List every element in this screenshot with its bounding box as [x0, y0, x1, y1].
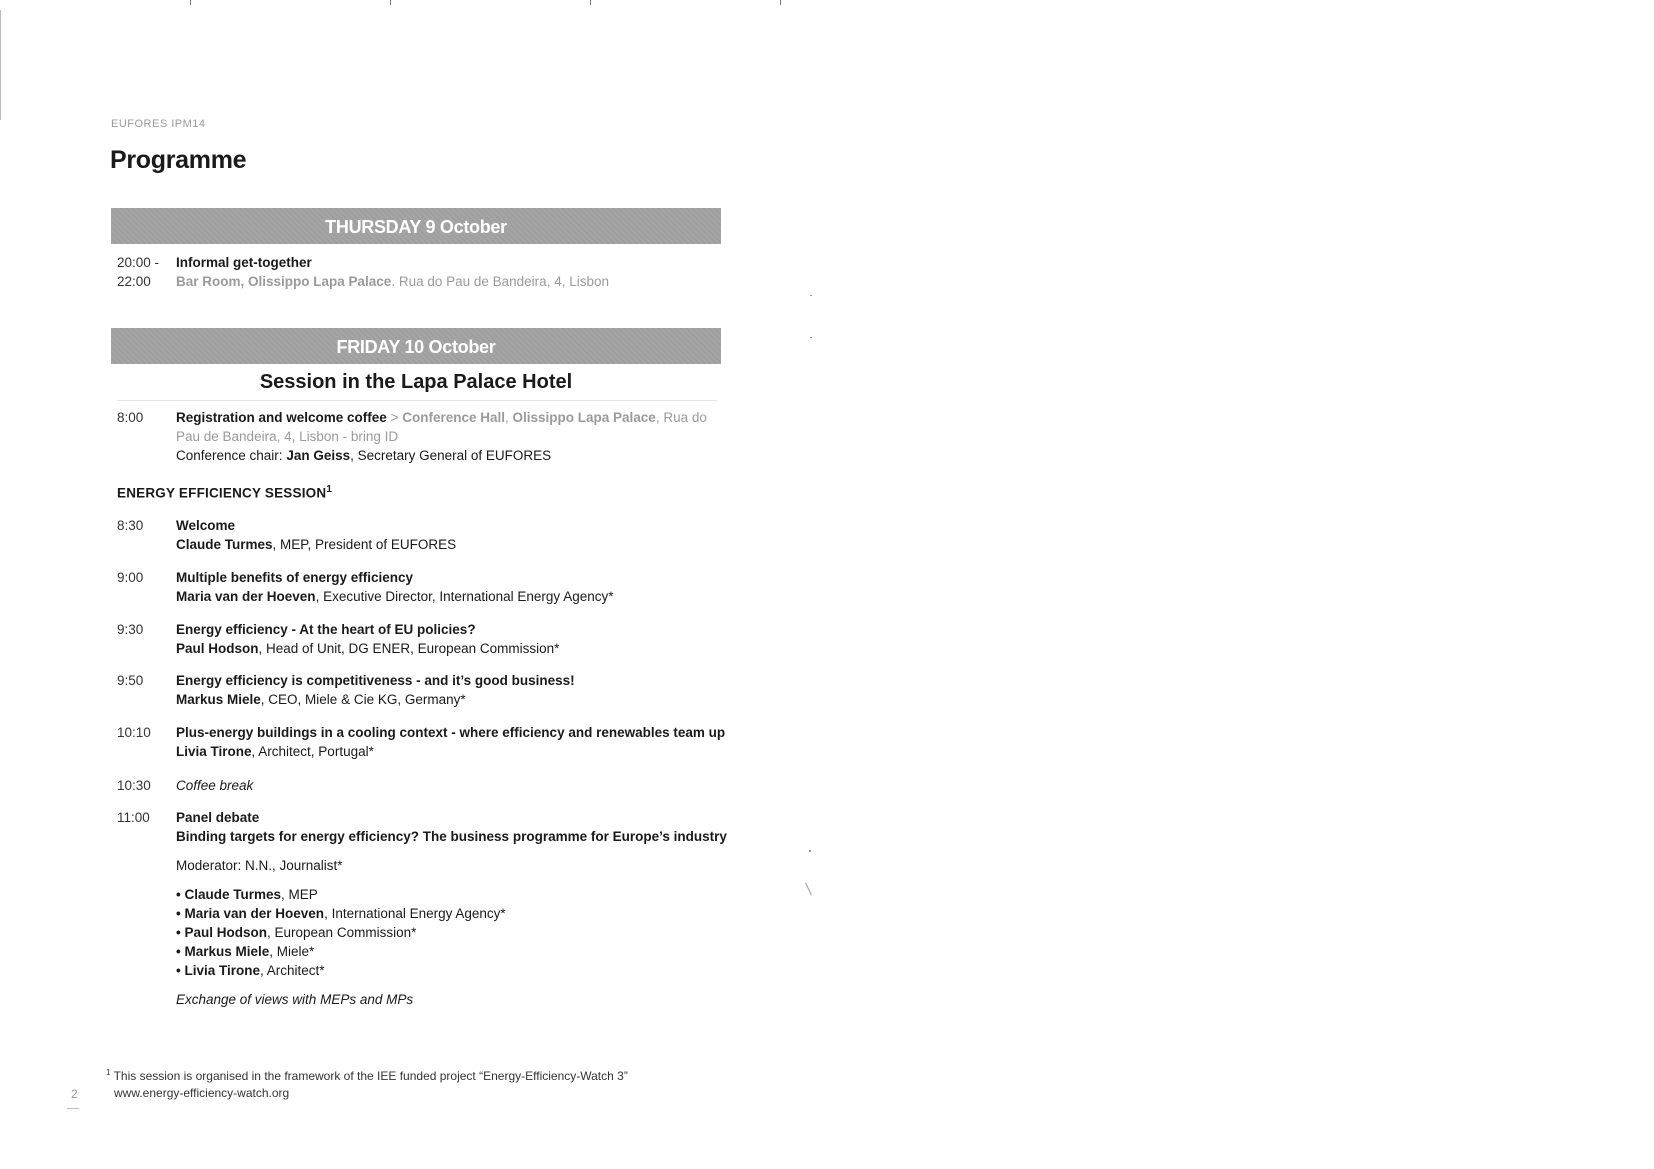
venue-name: Bar Room, Olissippo Lapa Palace — [176, 274, 392, 289]
speaker-name: Maria van der Hoeven — [176, 589, 316, 604]
agenda-content — [176, 253, 736, 291]
bullet: • — [176, 887, 181, 902]
speaker-name: Claude Turmes — [176, 537, 273, 552]
speaker-role: , Head of Unit, DG ENER, European Commission* — [258, 641, 560, 656]
panel-subtitle: Binding targets for energy efficiency? The business programme for Europe’s industry — [176, 829, 727, 844]
panelist-role: , Architect* — [260, 963, 325, 978]
footnote-marker: 1 — [106, 1068, 111, 1077]
event-label: EUFORES IPM14 — [111, 118, 206, 130]
bullet: • — [176, 963, 181, 978]
agenda-speaker — [176, 690, 736, 709]
venue-name: Olissippo Lapa Palace — [512, 410, 656, 425]
agenda-content — [176, 408, 736, 465]
agenda-title: Multiple benefits of energy efficiency — [176, 570, 414, 585]
panelist — [176, 961, 736, 980]
panelist — [176, 885, 736, 904]
footnote-text: This session is organised in the framework of the IEE funded project “Energy-Efficiency-Watch 3” — [113, 1069, 628, 1083]
time-slot: 10:30 — [117, 778, 151, 793]
separator: , — [504, 410, 513, 425]
time-slot: 8:30 — [117, 518, 144, 533]
panelist — [176, 923, 736, 942]
exchange-of-views: Exchange of views with MEPs and MPs — [176, 992, 414, 1007]
agenda-title: Plus-energy buildings in a cooling context - where efficiency and renewables team up — [176, 725, 726, 740]
speaker-role: , MEP, President of EUFORES — [272, 537, 457, 552]
time-slot: 8:00 — [117, 410, 144, 425]
time-slot: 10:10 — [117, 725, 151, 740]
venue-address: . Rua do Pau de Bandeira, 4, Lisbon — [391, 274, 609, 289]
bullet: • — [176, 906, 181, 921]
panelist-name: Livia Tirone — [184, 963, 261, 978]
speaker-name: Livia Tirone — [176, 744, 252, 759]
panelist-role: , International Energy Agency* — [324, 906, 506, 921]
time-slot — [117, 253, 175, 291]
agenda-content — [176, 516, 736, 554]
panelist-name: Claude Turmes — [184, 887, 282, 902]
scan-edge — [0, 10, 1, 120]
conference-chair — [176, 446, 736, 465]
agenda-venue — [176, 272, 736, 291]
scan-speck — [810, 337, 812, 338]
venue-hall: Conference Hall — [402, 410, 505, 425]
bullet: • — [176, 925, 181, 940]
section-heading-text: ENERGY EFFICIENCY SESSION — [117, 485, 327, 501]
agenda-title: Energy efficiency - At the heart of EU policies? — [176, 622, 476, 637]
panel-title: Panel debate — [176, 810, 260, 825]
time-start: 20:00 - — [117, 255, 160, 270]
agenda-speaker — [176, 587, 736, 606]
panelist-list — [176, 885, 736, 980]
page-number: 2 — [71, 1087, 78, 1101]
coffee-break-label: Coffee break — [176, 778, 254, 793]
panelist — [176, 904, 736, 923]
scan-speck — [809, 850, 811, 852]
chair-prefix: Conference chair: — [176, 448, 287, 463]
time-slot: 9:00 — [117, 570, 144, 585]
separator: > — [386, 410, 403, 425]
page-number-rule — [67, 1108, 79, 1109]
footnote-ref: 1 — [326, 484, 333, 495]
footnote-url: www.energy-efficiency-watch.org — [114, 1086, 290, 1100]
session-divider — [117, 400, 717, 401]
agenda-title-line — [176, 408, 736, 427]
speaker-role: , CEO, Miele & Cie KG, Germany* — [260, 692, 466, 707]
speaker-name: Paul Hodson — [176, 641, 259, 656]
panelist-role: , European Commission* — [267, 925, 417, 940]
panel-moderator: Moderator: N.N., Journalist* — [176, 858, 343, 873]
scan-speck — [810, 295, 812, 296]
agenda-title: Welcome — [176, 518, 236, 533]
panelist-name: Paul Hodson — [184, 925, 268, 940]
page-title: Programme — [110, 146, 247, 174]
time-end: 22:00 — [117, 274, 151, 289]
scan-speck — [805, 882, 812, 895]
venue-address-cont: Pau de Bandeira, 4, Lisbon - bring ID — [176, 429, 399, 444]
day-bar-friday: FRIDAY 10 October — [111, 328, 721, 364]
panelist-role: , Miele* — [269, 944, 315, 959]
panelist-name: Maria van der Hoeven — [184, 906, 325, 921]
panelist-role: , MEP — [281, 887, 318, 902]
time-slot: 9:50 — [117, 673, 144, 688]
footnote — [106, 1064, 628, 1102]
bullet: • — [176, 944, 181, 959]
agenda-title: Registration and welcome coffee — [176, 410, 387, 425]
agenda-speaker — [176, 742, 736, 761]
agenda-content — [176, 671, 736, 709]
scan-marks — [0, 0, 800, 6]
venue-address: , Rua do — [655, 410, 707, 425]
chair-role: , Secretary General of EUFORES — [350, 448, 552, 463]
panelist-name: Markus Miele — [184, 944, 270, 959]
section-heading — [117, 484, 332, 501]
agenda-title: Energy efficiency is competitiveness - and it’s good business! — [176, 673, 575, 688]
time-slot: 11:00 — [117, 810, 150, 825]
agenda-speaker — [176, 639, 736, 658]
speaker-role: , Architect, Portugal* — [251, 744, 374, 759]
panelist — [176, 942, 736, 961]
session-title: Session in the Lapa Palace Hotel — [259, 371, 573, 393]
agenda-speaker — [176, 535, 736, 554]
agenda-content — [176, 620, 736, 658]
agenda-title: Informal get-together — [176, 255, 312, 270]
day-bar-thursday: THURSDAY 9 October — [111, 208, 721, 244]
panel-content — [176, 808, 736, 1009]
chair-name: Jan Geiss — [286, 448, 351, 463]
agenda-content — [176, 568, 736, 606]
agenda-content — [176, 723, 736, 761]
speaker-role: , Executive Director, International Energy Agency* — [315, 589, 614, 604]
speaker-name: Markus Miele — [176, 692, 261, 707]
footnote-line — [106, 1064, 628, 1085]
time-slot: 9:30 — [117, 622, 144, 637]
